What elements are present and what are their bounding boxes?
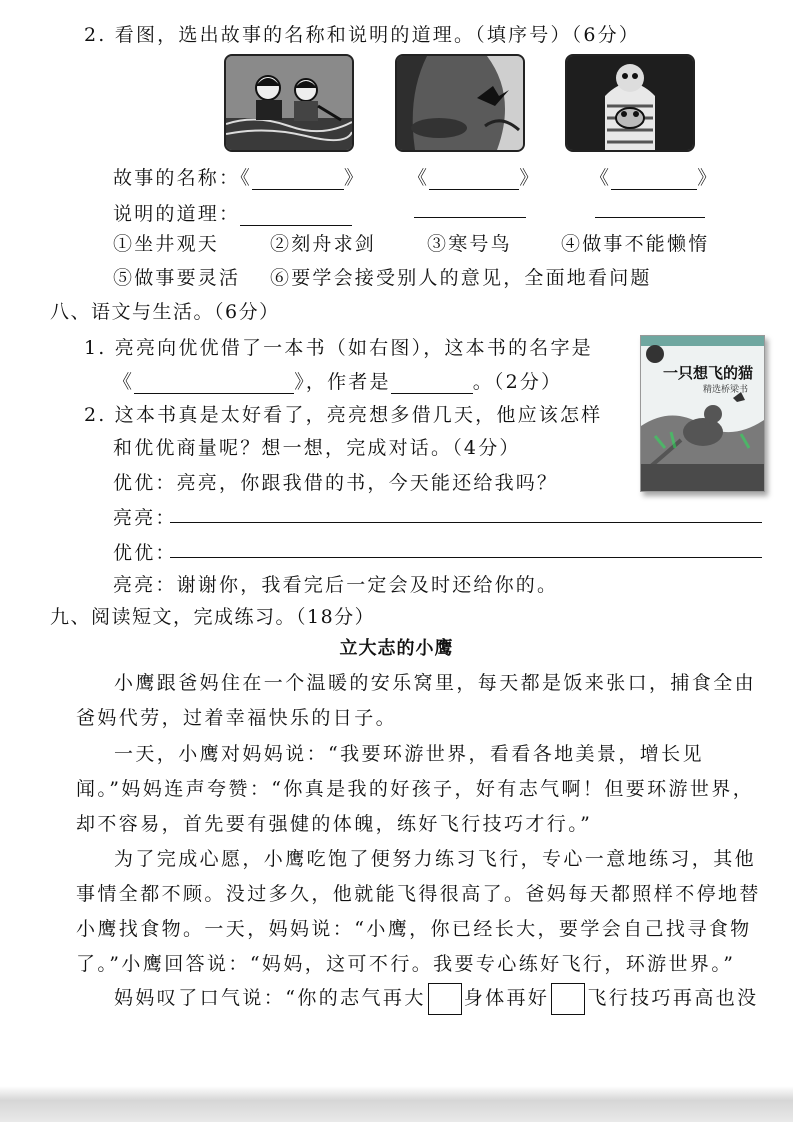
moral-blank-2[interactable] [414, 199, 526, 218]
s8-question-2-line-1: 2. 这本书真是太好看了，亮亮想多借几天，他应该怎样 [84, 404, 603, 426]
option-6: ⑥要学会接受别人的意见，全面地看问题 [270, 267, 652, 289]
s8-question-1-line-1: 1. 亮亮向优优借了一本书（如右图），这本书的名字是 [84, 337, 593, 359]
liangliang-answer-line[interactable] [170, 522, 762, 523]
option-4: ④做事不能懒惰 [561, 233, 710, 255]
story-name-label: 故事的名称： [113, 167, 241, 189]
story-name-blank-1[interactable] [252, 171, 344, 190]
page-bottom-edge [0, 1086, 793, 1122]
story-paragraph-1: 小鹰跟爸妈住在一个温暖的安乐窝里，每天都是饭来张口，捕食全由爸妈代劳，过着幸福快乐的日子。 [76, 672, 757, 729]
story-picture-1 [224, 54, 354, 152]
story-title: 立大志的小鹰 [339, 638, 454, 659]
book-title-blank[interactable] [134, 375, 294, 394]
author-blank[interactable] [391, 375, 473, 394]
punctuation-box-2[interactable] [551, 983, 585, 1015]
option-2: ②刻舟求剑 [270, 233, 377, 255]
section-8-title: 八、语文与生活。（6分） [50, 301, 280, 323]
punctuation-box-1[interactable] [428, 983, 462, 1015]
dialogue-youyou-label: 优优： [113, 542, 177, 564]
moral-blank-1[interactable] [240, 207, 352, 226]
book-cover-title: 一只想飞的猫 [663, 364, 754, 382]
story-paragraph-4-b: 身体再好 [463, 987, 550, 1009]
moral-blank-3[interactable] [595, 199, 705, 218]
book-cover-subtitle: 精选桥梁书 [703, 385, 749, 395]
question2-title: 2. 看图，选出故事的名称和说明的道理。（填序号）（6分） [84, 24, 641, 46]
book-cover-image [640, 335, 765, 492]
story-paragraph-4-a: 妈妈叹了口气说：“你的志气再大 [114, 987, 426, 1009]
story-name-blank-2[interactable] [429, 171, 519, 190]
story-picture-2 [395, 54, 525, 152]
moral-label: 说明的道理： [113, 203, 241, 225]
story-paragraph-3: 为了完成心愿，小鹰吃饱了便努力练习飞行，专心一意地练习，其他事情全都不顾。没过多久，他就能飞得很高了。爸妈每天都照样不停地替小鹰找食物。一天，妈妈说：“小鹰，你已经长大，要学会自己找寻食物了。”小鹰回答说：“妈妈，这可不行。我要专心练好飞行，环游世界。” [76, 848, 761, 975]
s8-question-2-line-2: 和优优商量呢？想一想，完成对话。（4分） [113, 437, 521, 459]
dialogue-liangliang-end: 亮亮：谢谢你，我看完后一定会及时还给你的。 [113, 574, 559, 596]
option-1: ①坐井观天 [113, 233, 220, 255]
youyou-answer-line[interactable] [170, 557, 762, 558]
story-paragraph-4-c: 飞行技巧再高也没 [587, 987, 759, 1009]
story-paragraph-2: 一天，小鹰对妈妈说：“我要环游世界，看看各地美景，增长见闻。”妈妈连声夸赞：“你真是我的好孩子，好有志气啊！但要环游世界，却不容易，首先要有强健的体魄，练好飞行技巧才行。” [76, 743, 755, 835]
dialogue-liangliang-label: 亮亮： [113, 507, 177, 529]
story-name-blank-3[interactable] [611, 171, 697, 190]
story-picture-3 [565, 54, 695, 152]
section-9-title: 九、阅读短文，完成练习。（18分） [50, 606, 376, 628]
dialogue-youyou-1: 优优：亮亮，你跟我借的书，今天能还给我吗？ [113, 472, 559, 494]
option-5: ⑤做事要灵活 [113, 267, 241, 289]
option-3: ③寒号鸟 [427, 233, 512, 255]
